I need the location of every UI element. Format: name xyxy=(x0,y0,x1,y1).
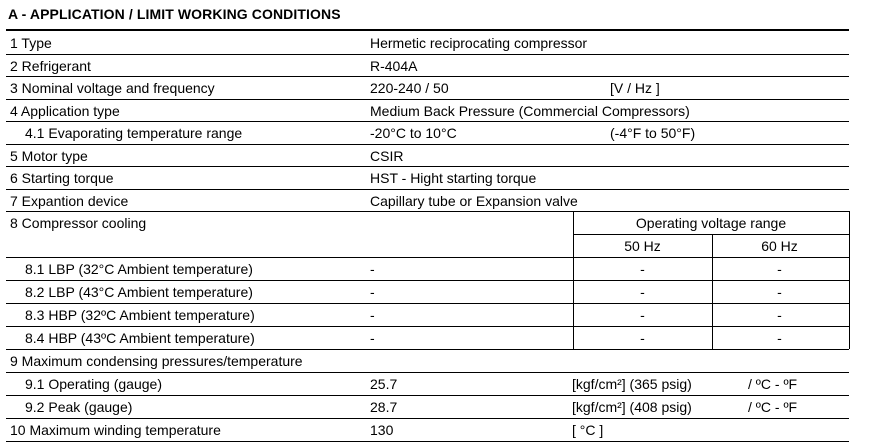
pressure-item-deg: / ºC - ºF xyxy=(748,399,798,415)
row-label-application: 4 Application type xyxy=(10,103,120,119)
pressure-item-value: 25.7 xyxy=(370,376,398,392)
pressure-item-deg: / ºC - ºF xyxy=(748,376,798,392)
row-label-voltage: 3 Nominal voltage and frequency xyxy=(10,80,215,96)
cooling-item-60hz: - xyxy=(777,261,782,277)
row-unit-evap: (-4°F to 50°F) xyxy=(610,125,696,141)
row-divider xyxy=(6,121,849,122)
cooling-item-value: - xyxy=(370,307,375,323)
row-value-evap: -20°C to 10°C xyxy=(370,125,457,141)
row-divider xyxy=(6,166,849,167)
row-label-pressures: 9 Maximum condensing pressures/temperature xyxy=(10,353,303,369)
cooling-item-50hz: - xyxy=(640,284,645,300)
cooling-item-60hz: - xyxy=(777,284,782,300)
row-value-type: Hermetic reciprocating compressor xyxy=(370,35,588,51)
row-label-evap: 4.1 Evaporating temperature range xyxy=(25,125,243,141)
row-divider xyxy=(6,326,849,327)
title-rule xyxy=(6,29,849,31)
grid-vline xyxy=(849,211,850,349)
row-divider xyxy=(6,418,849,419)
row-label-expansion: 7 Expantion device xyxy=(10,193,129,209)
row-label-torque: 6 Starting torque xyxy=(10,170,114,186)
cooling-item-60hz: - xyxy=(777,307,782,323)
pressure-item-unit: [kgf/cm²] (365 psig) xyxy=(572,376,692,392)
row-divider xyxy=(6,257,849,258)
row-divider xyxy=(6,54,849,55)
cooling-item-50hz: - xyxy=(640,307,645,323)
row-divider xyxy=(6,372,849,373)
cooling-item-label: 8.3 HBP (32ºC Ambient temperature) xyxy=(25,307,255,323)
row-value-voltage: 220-240 / 50 xyxy=(370,80,449,96)
pressure-item-unit: [kgf/cm²] (408 psig) xyxy=(572,399,692,415)
row-divider xyxy=(6,211,849,212)
row-label-motor: 5 Motor type xyxy=(10,148,88,164)
row-value-refrigerant: R-404A xyxy=(370,58,418,74)
cooling-item-value: - xyxy=(370,284,375,300)
cooling-item-50hz: - xyxy=(640,261,645,277)
row-divider xyxy=(6,76,849,77)
row-value-motor: CSIR xyxy=(370,148,404,164)
pressure-item-value: 28.7 xyxy=(370,399,398,415)
cooling-item-60hz: - xyxy=(777,330,782,346)
row-label-cooling: 8 Compressor cooling xyxy=(10,215,147,231)
row-divider xyxy=(6,303,849,304)
operating-voltage-range-header: Operating voltage range xyxy=(635,215,787,231)
row-divider xyxy=(6,280,849,281)
cooling-item-label: 8.1 LBP (32°C Ambient temperature) xyxy=(25,261,253,277)
row-value-torque: HST - Hight starting torque xyxy=(370,170,537,186)
hz60-header: 60 Hz xyxy=(761,238,798,254)
cooling-item-label: 8.2 LBP (43°C Ambient temperature) xyxy=(25,284,253,300)
cooling-item-value: - xyxy=(370,330,375,346)
row-divider xyxy=(6,349,849,350)
section-title: A - APPLICATION / LIMIT WORKING CONDITIONS xyxy=(8,6,341,22)
row-divider xyxy=(6,395,849,396)
row-divider xyxy=(6,99,849,100)
row-value-expansion: Capillary tube or Expansion valve xyxy=(370,193,578,209)
row-unit-winding: [ °C ] xyxy=(572,422,604,438)
row-label-refrigerant: 2 Refrigerant xyxy=(10,58,91,74)
row-divider xyxy=(6,189,849,190)
row-divider xyxy=(6,144,849,145)
row-value-winding: 130 xyxy=(370,422,394,438)
cooling-item-label: 8.4 HBP (43ºC Ambient temperature) xyxy=(25,330,255,346)
row-unit-voltage: [V / Hz ] xyxy=(610,80,660,96)
row-divider xyxy=(6,441,849,442)
pressure-item-label: 9.1 Operating (gauge) xyxy=(25,376,162,392)
row-label-winding: 10 Maximum winding temperature xyxy=(10,422,221,438)
pressure-item-label: 9.2 Peak (gauge) xyxy=(25,399,133,415)
cooling-item-50hz: - xyxy=(640,330,645,346)
row-value-application: Medium Back Pressure (Commercial Compressors) xyxy=(370,103,690,119)
hz50-header: 50 Hz xyxy=(624,238,661,254)
cooling-item-value: - xyxy=(370,261,375,277)
row-label-type: 1 Type xyxy=(10,35,52,51)
row-divider xyxy=(573,234,849,235)
